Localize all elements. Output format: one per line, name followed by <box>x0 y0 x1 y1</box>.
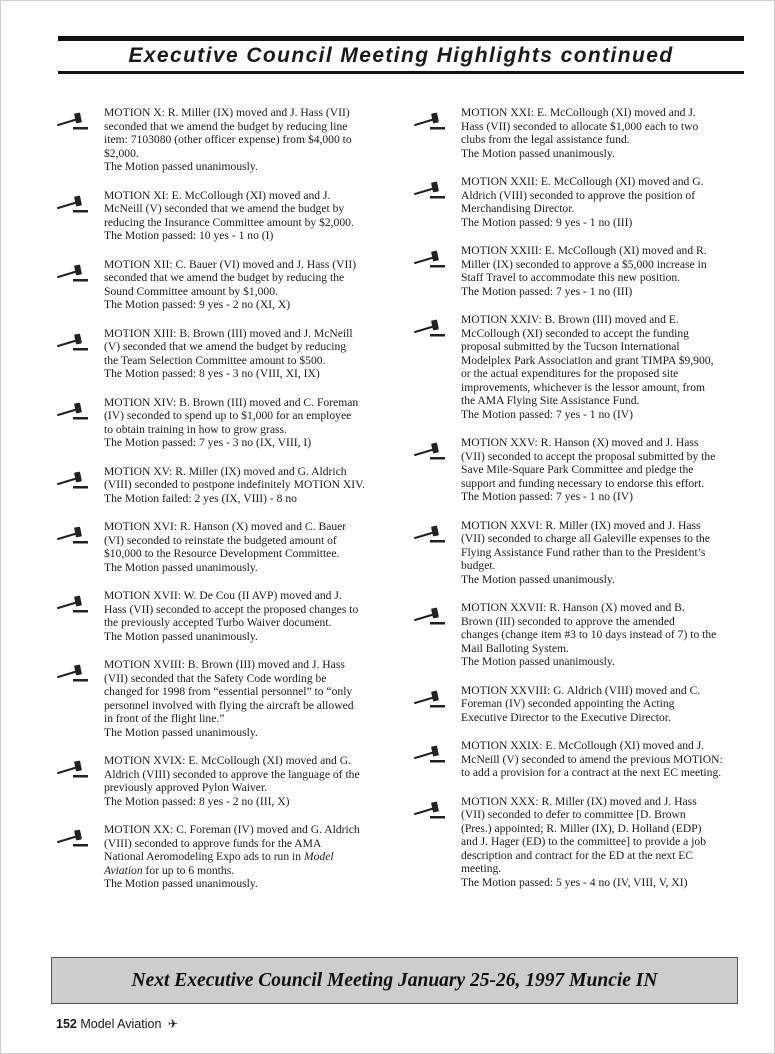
motion-text-line: Save Mile-Square Park Committee and pledge the <box>461 463 694 476</box>
gavel-icon <box>56 526 90 546</box>
motion-text <box>461 436 748 504</box>
motion-text-line: MOTION XXIX: E. McCollough (XI) moved and J. <box>461 739 705 752</box>
motion-item <box>413 175 748 229</box>
motion-item <box>413 313 748 421</box>
motion-item <box>56 823 392 891</box>
motion-text-line: $2,000. <box>104 146 139 160</box>
motion-text-line: budget. <box>461 559 496 572</box>
motion-text-line: improvements, whichever is the lessor amount, from <box>461 380 706 394</box>
motion-text-line: The Motion passed: 8 yes - 3 no (VIII, XI, IX) <box>104 367 320 380</box>
motion-item <box>56 189 392 243</box>
motion-text-line: (IV) seconded to spend up to $1,000 for an employee <box>104 409 352 422</box>
motion-text-line: support and funding necessary to endorse this effort. <box>461 476 705 490</box>
motion-text-line: meeting. <box>461 862 502 875</box>
motion-text-line: MOTION XXX: R. Miller (IX) moved and J. Hass <box>461 794 697 808</box>
motion-text-line: The Motion failed: 2 yes (IX, VIII) - 8 no <box>104 491 297 505</box>
motion-item <box>56 754 392 808</box>
motion-text-line: to add a provision for a contract at the next EC meeting. <box>461 766 722 779</box>
motion-text-line: changes (change item #3 to 10 days instead of 7) to the <box>461 628 717 641</box>
motion-item <box>413 601 748 669</box>
motion-text-line: Flying Assistance Fund rather than to the President’s <box>461 545 706 559</box>
motion-text-line: (VII) seconded that the Safety Code wording be <box>104 671 327 685</box>
gavel-icon <box>413 690 447 710</box>
motion-text-line: Brown (III) seconded to approve the amended <box>461 614 675 628</box>
motion-text <box>461 795 748 890</box>
motion-text-line: Sound Committee amount by $1,000. <box>104 284 278 298</box>
motion-text-line: The Motion passed unanimously. <box>104 160 258 173</box>
motion-text-line: MOTION XIV: B. Brown (III) moved and C. Foreman <box>104 395 359 409</box>
motion-text-line: Foreman (IV) seconded appointing the Acting <box>461 697 675 710</box>
motion-text <box>104 823 392 891</box>
motion-text-line: MOTION XV: R. Miller (IX) moved and G. Aldrich <box>104 464 347 478</box>
motion-text-line: MOTION XXIV: B. Brown (III) moved and E. <box>461 313 679 326</box>
motion-text-line: (VII) seconded to defer to committee [D. Brown <box>461 808 686 821</box>
motion-item <box>56 396 392 450</box>
right-column <box>413 106 748 904</box>
motion-text-line: MOTION XXIII: E. McCollough (XI) moved and R. <box>461 244 707 257</box>
motion-item <box>413 519 748 587</box>
motion-item <box>413 795 748 890</box>
gavel-icon <box>56 264 90 284</box>
motion-text-line: changed for 1998 from “essential personnel” to “only <box>104 685 353 698</box>
motion-text-line: $10,000 to the Resource Development Committee. <box>104 547 340 560</box>
motion-item <box>56 106 392 174</box>
motion-text-line: MOTION XXII: E. McCollough (XI) moved and G. <box>461 175 704 188</box>
motion-item <box>56 465 392 506</box>
motion-text-line: Hass (VII) seconded to accept the proposed changes to <box>104 602 359 616</box>
motion-text-line: previously approved Pylon Waiver. <box>104 781 268 794</box>
motion-item <box>56 327 392 381</box>
motion-text-line: MOTION X: R. Miller (IX) moved and J. Hass (VII) <box>104 106 350 119</box>
motion-text-line: item: 7103080 (other officer expense) from $4,000 to <box>104 133 352 146</box>
motion-item <box>413 684 748 725</box>
gavel-icon <box>413 442 447 462</box>
motion-text-line: in front of the flight line.” <box>104 712 225 725</box>
motion-text-line: the previously accepted Turbo Waiver document. <box>104 616 332 629</box>
gavel-icon <box>56 595 90 615</box>
page-footer <box>56 1017 178 1031</box>
motion-text-line: The Motion passed unanimously. <box>104 560 258 574</box>
motion-text-line: MOTION XXVI: R. Miller (IX) moved and J. Hass <box>461 518 701 532</box>
gavel-icon <box>413 250 447 270</box>
motion-text-line: (Pres.) appointed; R. Miller (IX), D. Holland (EDP) <box>461 821 702 835</box>
motion-text-line: to obtain training in how to grow grass. <box>104 422 287 436</box>
motion-text <box>104 658 392 739</box>
motion-text-line: MOTION XVI: R. Hanson (X) moved and C. Bauer <box>104 520 347 533</box>
motion-text <box>461 175 748 229</box>
motion-item <box>56 658 392 739</box>
motion-text-line: description and contract for the ED at the next EC <box>461 848 694 862</box>
motion-text-line: Hass (VII) seconded to allocate $1,000 each to two <box>461 119 699 133</box>
next-meeting-text: Next Executive Council Meeting January 25-26, 1997 Muncie IN <box>131 969 658 991</box>
motion-text-line: The Motion passed: 9 yes - 2 no (XI, X) <box>104 298 291 311</box>
left-column <box>56 106 392 906</box>
motion-text-line: clubs from the legal assistance fund. <box>461 133 630 146</box>
motion-text-line: The Motion passed: 8 yes - 2 no (III, X) <box>104 794 290 808</box>
motion-text <box>104 258 392 312</box>
gavel-icon <box>413 801 447 821</box>
motion-text-line: The Motion passed: 10 yes - 1 no (I) <box>104 229 274 242</box>
motion-text-line: McNeill (V) seconded that we amend the budget by <box>104 202 345 215</box>
motion-text <box>104 520 392 574</box>
motion-item <box>56 520 392 574</box>
motion-text-line: Executive Director to the Executive Director. <box>461 710 671 724</box>
motion-text-line: seconded that we amend the budget by reducing the <box>104 271 345 284</box>
motion-text <box>461 601 748 669</box>
gavel-icon <box>413 525 447 545</box>
motion-text-line: Mail Balloting System. <box>461 641 569 655</box>
motion-text-line: proposal submitted by the Tucson International <box>461 340 680 353</box>
motion-text-line: McCollough (XI) seconded to accept the funding <box>461 326 689 340</box>
motion-text-line: McNeill (V) seconded to amend the previous MOTION: <box>461 752 723 766</box>
page-header <box>58 36 744 74</box>
motion-text-line: The Motion passed: 5 yes - 4 no (IV, VIII, V, XI) <box>461 875 688 889</box>
motion-text-line: (V) seconded that we amend the budget by reducing <box>104 340 347 353</box>
motion-text-line: MOTION XX: C. Foreman (IV) moved and G. Aldrich <box>104 823 360 836</box>
motion-text-line: Aldrich (VIII) seconded to approve the position of <box>461 188 696 202</box>
motion-text-line: The Motion passed unanimously. <box>461 655 615 668</box>
motion-text-line: Aviation for up to 6 months. <box>104 863 235 877</box>
motion-text-line: Aldrich (VIII) seconded to approve the language of the <box>104 767 360 781</box>
motion-item <box>56 258 392 312</box>
motion-text-line: The Motion passed unanimously. <box>461 572 615 586</box>
motion-text-line: MOTION XXI: E. McCollough (XI) moved and J. <box>461 106 696 119</box>
motion-text-line: Miller (IX) seconded to approve a $5,000 increase in <box>461 257 707 271</box>
motion-text-line: The Motion passed: 7 yes - 1 no (III) <box>461 284 633 298</box>
motion-text-line: MOTION XI: E. McCollough (XI) moved and J. <box>104 188 331 202</box>
gavel-icon <box>56 112 90 132</box>
motion-text <box>461 739 748 780</box>
motion-item <box>413 244 748 298</box>
motion-text-line: MOTION XIII: B. Brown (III) moved and J. McNeill <box>104 326 353 340</box>
motion-item <box>413 739 748 780</box>
page-title: Executive Council Meeting Highlights continued <box>128 44 674 67</box>
motion-text-line: the Team Selection Committee amount to $500. <box>104 353 326 367</box>
motion-text-line: (VI) seconded to reinstate the budgeted amount of <box>104 533 337 547</box>
motion-text-line: or the actual expenditures for the proposed site <box>461 367 679 380</box>
motion-text-line: Staff Travel to accommodate this new position. <box>461 271 681 284</box>
motion-text <box>104 189 392 243</box>
gavel-icon <box>56 333 90 353</box>
motion-text-line: The Motion passed: 7 yes - 1 no (IV) <box>461 407 633 421</box>
airplane-icon: ✈ <box>167 1017 178 1031</box>
motion-text-line: MOTION XII: C. Bauer (VI) moved and J. Hass (VII) <box>104 257 357 271</box>
motion-text-line: MOTION XXV: R. Hanson (X) moved and J. Hass <box>461 436 699 449</box>
motion-text-line: MOTION XVIII: B. Brown (III) moved and J. Hass <box>104 658 345 671</box>
gavel-icon <box>56 471 90 491</box>
motion-text <box>104 106 392 174</box>
gavel-icon <box>413 112 447 132</box>
motion-text <box>104 589 392 643</box>
motion-item <box>413 436 748 504</box>
gavel-icon <box>56 195 90 215</box>
motion-text-line: MOTION XXVII: R. Hanson (X) moved and B. <box>461 601 685 614</box>
next-meeting-banner <box>51 957 738 1004</box>
motion-text-line: the AMA Flying Site Assistance Fund. <box>461 394 640 407</box>
motion-text <box>461 684 748 725</box>
motion-text-line: The Motion passed: 9 yes - 1 no (III) <box>461 215 633 229</box>
motion-text-line: The Motion passed: 7 yes - 1 no (IV) <box>461 490 633 503</box>
gavel-icon <box>56 664 90 684</box>
motion-text <box>104 327 392 381</box>
gavel-icon <box>413 745 447 765</box>
motion-text-line: The Motion passed unanimously. <box>104 629 258 643</box>
motion-text-line: MOTION XVII: W. De Cou (II AVP) moved and J. <box>104 589 342 602</box>
motion-text-line: The Motion passed unanimously. <box>461 146 615 160</box>
motion-text-line: seconded that we amend the budget by reducing line <box>104 119 348 133</box>
motion-text <box>461 519 748 587</box>
gavel-icon <box>413 319 447 339</box>
motion-text-line: reducing the Insurance Committee amount by $2,000. <box>104 215 354 229</box>
motion-text <box>461 244 748 298</box>
publication-name: Model Aviation <box>80 1017 162 1031</box>
motion-text-line: The Motion passed unanimously. <box>104 725 258 739</box>
motion-text-line: personnel involved with flying the aircraft be allowed <box>104 698 354 712</box>
motion-text-line: National Aeromodeling Expo ads to run in Model <box>104 850 334 863</box>
motion-text <box>104 465 392 506</box>
motion-text <box>104 396 392 450</box>
gavel-icon <box>413 607 447 627</box>
motion-text-line: (VIII) seconded to postpone indefinitely MOTION XIV. <box>104 478 365 491</box>
motion-text-line: MOTION XXVIII: G. Aldrich (VIII) moved and C. <box>461 683 701 697</box>
motion-text-line: The Motion passed unanimously. <box>104 877 258 890</box>
motion-text-line: (VIII) seconded to approve funds for the AMA <box>104 836 322 850</box>
motion-text-line: The Motion passed: 7 yes - 3 no (IX, VIII, I) <box>104 436 312 449</box>
header-rule-bottom <box>58 71 744 74</box>
gavel-icon <box>56 829 90 849</box>
motion-item <box>413 106 748 160</box>
motion-text-line: and J. Hager (ED) to the committee] to provide a job <box>461 835 707 848</box>
motion-text-line: (VII) seconded to charge all Galeville expenses to the <box>461 532 710 545</box>
motion-item <box>56 589 392 643</box>
motion-text-line: Merchandising Director. <box>461 202 575 215</box>
motion-text-line: MOTION XVIX: E. McCollough (XI) moved and G. <box>104 754 351 767</box>
motion-text <box>104 754 392 808</box>
gavel-icon <box>413 181 447 201</box>
gavel-icon <box>56 402 90 422</box>
motion-text-line: (VII) seconded to accept the proposal submitted by the <box>461 449 716 463</box>
gavel-icon <box>56 760 90 780</box>
motion-text <box>461 106 748 160</box>
motion-text-line: Modelplex Park Association and grant TIMPA $9,900, <box>461 353 714 367</box>
page-number: 152 <box>56 1017 77 1031</box>
motion-text <box>461 313 748 421</box>
